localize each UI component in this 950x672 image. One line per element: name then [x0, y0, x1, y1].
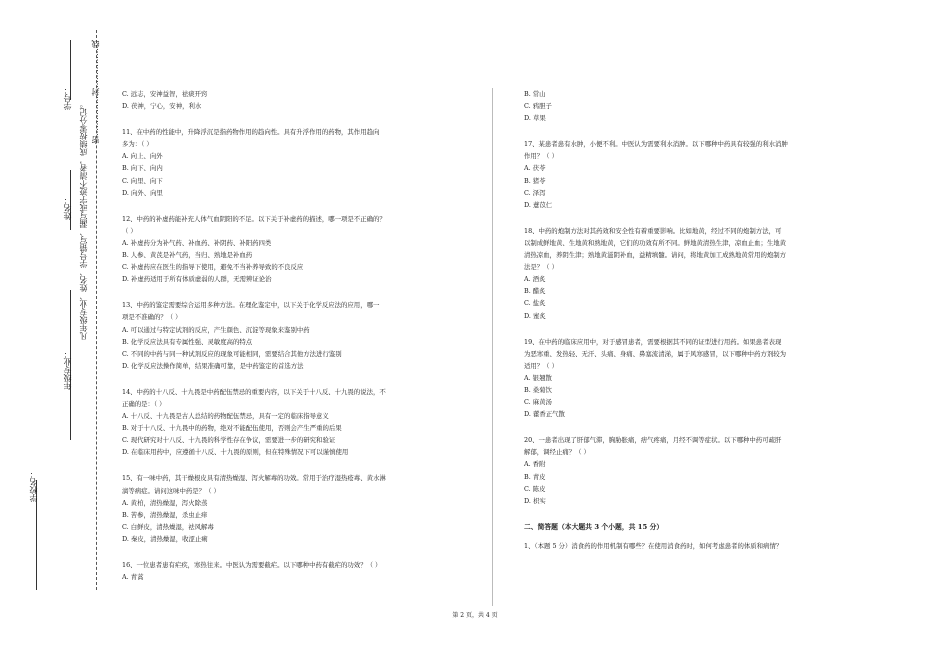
question-stem: 12、中药的补虚药能补充人体气血阴阳的不足。以下关于补虚药的描述，哪一项是不正确的？ — [122, 214, 386, 223]
option: C. 泽泻 — [524, 188, 546, 197]
binding-margin — [0, 0, 115, 672]
question-10-tail — [122, 88, 472, 112]
option: B. 桑菊饮 — [524, 385, 552, 394]
option: B. 猪苓 — [524, 176, 546, 185]
option: B. 苦参，清热燥湿，杀虫止痒 — [122, 510, 208, 519]
question-stem: 17、某患者患有水肿，小便不利。中医认为需要利水消肿。以下哪种中药具有较强的利水消肿 — [524, 140, 788, 149]
question-12 — [122, 213, 472, 286]
option: C. 向里、向下 — [122, 176, 163, 185]
question-20 — [524, 434, 864, 507]
column-divider — [492, 88, 493, 606]
option: B. 青皮 — [524, 472, 546, 481]
option: C. 远志，安神益智，祛痰开窍 — [122, 90, 208, 98]
grade-label: 年级专业： — [63, 350, 72, 390]
question-stem: 16、一位患者患有疟疾，寒热往来。中医认为需要截疟。以下哪种中药有截疟的功效？（ ） — [122, 561, 382, 569]
option: D. 秦皮，清热燥湿，收涩止痢 — [122, 534, 208, 543]
question-stem: 19、在中药的临床应用中，对于感冒患者，需要根据其不同的证型进行用药。如果患者表现 — [524, 337, 782, 346]
option: D. 化学反应法操作简单，结果准确可靠，是中药鉴定的首选方法 — [122, 361, 304, 370]
question-stem: 清热凉血，养阴生津；熟地黄滋阴补血，益精填髓。请问，将地黄加工成熟地黄常用的炮制方 — [524, 251, 787, 260]
question-stem: 作用？（ ） — [524, 152, 558, 161]
option: D. 在临床用药中，应遵循十八反、十九畏的原则，但在特殊情况下可以谨慎使用 — [122, 448, 349, 457]
option: D. 蜜炙 — [524, 311, 546, 320]
option: B. 化学反应法具有专属性强、灵敏度高的特点 — [122, 337, 253, 346]
binding-notice: 凡年级专业、姓名、学号错写、漏写或字迹不清者，成绩按零分记。 — [79, 100, 88, 340]
question-15 — [122, 472, 472, 545]
right-column — [524, 88, 864, 552]
option: A. 可以通过与特定试剂的反应，产生颜色、沉淀等现象来鉴别中药 — [122, 325, 310, 334]
question-stem: 15、有一味中药，其干燥根皮具有清热燥湿、泻火解毒的功效。常用于治疗湿热疮毒、黄水淋 — [122, 474, 386, 483]
option: C. 鸦胆子 — [524, 102, 552, 111]
option: D. 茯神，宁心，安神，利水 — [122, 102, 202, 111]
question-19 — [524, 336, 864, 421]
option: B. 向下、向内 — [122, 164, 163, 173]
question-13 — [122, 299, 472, 372]
option: D. 向外、向里 — [122, 188, 163, 197]
page-footer: 第 2 页，共 4 页 — [452, 612, 498, 619]
question-stem: 适用？（ ） — [524, 361, 558, 370]
question-stem: 漓等病症。请问这味中药是？（ ） — [122, 486, 220, 495]
option: C. 现代研究对十八反、十九畏的科学性存在争议，需要进一步的研究和验证 — [122, 436, 336, 445]
option: C. 麻黄汤 — [524, 398, 552, 407]
option: A. 黄柏，清热燥湿，泻火除蒸 — [122, 498, 208, 507]
question-stem: 正确的是：（ ） — [122, 399, 166, 408]
name-label: 姓名： — [63, 196, 72, 220]
option: C. 补虚药应在医生的指导下使用，避免不当补养导致的不良反应 — [122, 263, 304, 272]
question-stem: 法是？（ ） — [524, 263, 558, 272]
seal-line-label: 密……………封……………线 — [91, 40, 100, 144]
school-label: 学校名： — [29, 470, 38, 502]
option: B. 对于十八反、十九畏中的药物，绝对不能配伍使用，否则会产生严重的后果 — [122, 424, 342, 433]
option: D. 薏苡仁 — [524, 200, 553, 209]
option: A. 青蒿 — [122, 573, 144, 582]
option: A. 补虚药分为补气药、补血药、补阴药、补阳药四类 — [122, 238, 272, 247]
question-16 — [122, 559, 472, 583]
question-14 — [122, 386, 472, 459]
option: D. 补虚药适用于所有体质虚弱的人群，无需辨证论治 — [122, 275, 272, 284]
option: D. 草果 — [524, 114, 546, 123]
option: A. 向上、向外 — [122, 152, 163, 161]
question-stem: 18、中药的炮制方法对其药效和安全性有着重要影响。比如地黄，经过不同的炮制方法，可 — [524, 226, 782, 235]
option: A. 银翘散 — [524, 373, 552, 382]
section-title: 二、简答题（本大题共 3 个小题，共 15 分） — [524, 522, 664, 531]
question-11 — [122, 126, 472, 199]
question-stem: 14、中药的十八反、十九畏是中药配伍禁忌的重要内容，以下关于十八反、十九畏的说法，不 — [122, 387, 386, 396]
option: A. 酒炙 — [524, 275, 546, 284]
question-stem: 项是不准确的？（ ） — [122, 313, 182, 322]
question-stem: 为恶寒重、发热轻、无汗、头痛、身痛、鼻塞流清涕，属于风寒感冒，以下哪种中药方剂较为 — [524, 349, 787, 358]
option: A. 香附 — [524, 460, 546, 469]
option: B. 醋炙 — [524, 287, 546, 296]
option: C. 盐炙 — [524, 299, 546, 308]
question-stem: 13、中药的鉴定需要综合运用多种方法。在理化鉴定中，以下关于化学反应法的应用，哪一 — [122, 301, 380, 310]
option: D. 枳实 — [524, 496, 546, 505]
question-stem: 解郁，调经止痛？（ ） — [524, 448, 590, 457]
question-stem: 以制成鲜地黄、生地黄和熟地黄，它们的功效有所不同。鲜地黄清热生津，凉血止血；生地黄 — [524, 238, 787, 247]
id-label: 学号： — [63, 86, 72, 110]
question-stem: 11、在中药的性能中，升降浮沉是指药物作用的趋向性。具有升浮作用的药物，其作用趋向 — [122, 128, 380, 137]
question-17 — [524, 138, 864, 211]
option: A. 十八反、十九畏是古人总结的药物配伍禁忌，具有一定的临床指导意义 — [122, 412, 329, 421]
option: C. 不同的中药与同一种试剂反应的现象可能相同，需要结合其他方法进行鉴别 — [122, 349, 342, 358]
question-stem: （ ） — [122, 226, 137, 235]
option: A. 茯苓 — [524, 164, 546, 173]
question-stem: 多为：（ ） — [122, 140, 153, 149]
question-16-tail — [524, 88, 864, 124]
option: C. 陈皮 — [524, 484, 546, 493]
option: B. 人参、黄芪是补气药，当归、熟地是补血药 — [122, 251, 253, 260]
short-answer-question: 1、（本题 5 分）消食药的作用机制有哪些？在使用消食药时，如何考虑患者的体质和病情？ — [524, 541, 783, 550]
question-18 — [524, 225, 864, 322]
question-stem: 20、一患者出现了肝郁气滞，胸胁胀痛，痞气疼痛，月经不调等症状。以下哪种中药可疏肝 — [524, 436, 782, 445]
option: B. 常山 — [524, 90, 546, 98]
option: C. 白鲜皮，清热燥湿，祛风解毒 — [122, 522, 214, 531]
option: D. 藿香正气散 — [524, 410, 565, 419]
left-column — [122, 88, 472, 597]
